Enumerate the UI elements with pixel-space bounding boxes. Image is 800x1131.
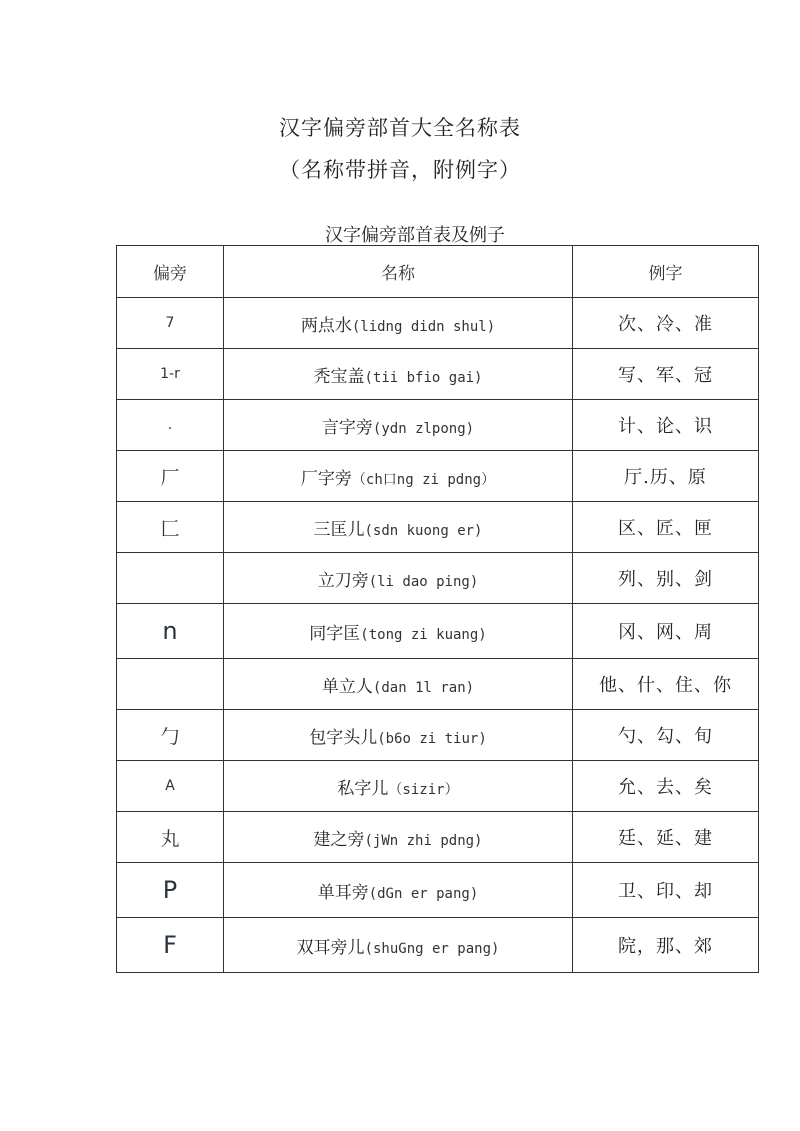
name-cell — [224, 761, 573, 812]
radical-pinyin: (shuGng er pang) — [364, 940, 500, 957]
name-cell — [224, 659, 573, 710]
table-caption: 汉字偏旁部首表及例子 — [325, 225, 505, 246]
document-subtitle: （名称带拼音，附例字） — [279, 158, 521, 182]
name-cell — [224, 298, 573, 349]
examples-cell: 计、论、识 — [573, 400, 759, 451]
radical-cell: P — [117, 863, 224, 918]
radicals-table — [116, 245, 759, 973]
table-row — [117, 863, 759, 918]
radical-name: 立刀旁 — [317, 570, 369, 591]
radical-pinyin: (li dao ping) — [368, 573, 479, 590]
table-body — [117, 298, 759, 973]
examples-cell: 冈、网、周 — [573, 604, 759, 659]
radical-cell: F — [117, 918, 224, 973]
radical-cell — [117, 659, 224, 710]
table-row — [117, 349, 759, 400]
examples-cell: 区、匠、匣 — [573, 502, 759, 553]
examples-cell: 次、冷、准 — [573, 298, 759, 349]
radical-name: 三匡儿 — [313, 519, 365, 540]
radical-cell: 勹 — [117, 710, 224, 761]
radical-name: 建之旁 — [313, 829, 365, 850]
table-row — [117, 502, 759, 553]
radical-cell: 厂 — [117, 451, 224, 502]
examples-cell: 写、军、冠 — [573, 349, 759, 400]
radical-name: 单立人 — [321, 676, 373, 697]
radical-name: 双耳旁儿 — [296, 937, 365, 958]
radical-cell: 丸 — [117, 812, 224, 863]
name-cell — [224, 863, 573, 918]
radical-pinyin: (jWn zhi pdng) — [364, 832, 483, 849]
radical-pinyin: (ydn zlpong) — [372, 420, 475, 437]
header-radical: 偏旁 — [117, 246, 224, 298]
table-row — [117, 604, 759, 659]
document-title: 汉字偏旁部首大全名称表 — [279, 116, 521, 140]
header-examples: 例字 — [573, 246, 759, 298]
name-cell — [224, 451, 573, 502]
name-cell — [224, 349, 573, 400]
radical-pinyin: （ch口ng zi pdng） — [351, 471, 496, 488]
radical-cell: 1-r — [117, 349, 224, 400]
radical-pinyin: (tong zi kuang) — [360, 626, 487, 643]
radical-pinyin: (dGn er pang) — [368, 885, 479, 902]
radical-cell: 匚 — [117, 502, 224, 553]
radical-cell: A — [117, 761, 224, 812]
radical-name: 私字儿 — [337, 778, 389, 799]
examples-cell: 院，那、郊 — [573, 918, 759, 973]
radical-name: 厂字旁 — [300, 468, 352, 489]
radical-pinyin: (lidng didn shul) — [351, 318, 496, 335]
name-cell — [224, 604, 573, 659]
radical-pinyin: (tii bfio gai) — [364, 369, 483, 386]
examples-cell: 列、别、剑 — [573, 553, 759, 604]
radical-pinyin: (dan 1l ran) — [372, 679, 475, 696]
examples-cell: 厅.历、原 — [573, 451, 759, 502]
radical-cell: . — [117, 400, 224, 451]
name-cell — [224, 710, 573, 761]
name-cell — [224, 553, 573, 604]
table-row — [117, 710, 759, 761]
table-header-row — [117, 246, 759, 298]
radical-name: 言字旁 — [321, 417, 373, 438]
examples-cell: 廷、延、建 — [573, 812, 759, 863]
radical-name: 秃宝盖 — [313, 366, 365, 387]
radical-name: 单耳旁 — [317, 882, 369, 903]
name-cell — [224, 812, 573, 863]
examples-cell: 卫、印、却 — [573, 863, 759, 918]
table-row — [117, 553, 759, 604]
table-row — [117, 812, 759, 863]
radical-cell — [117, 553, 224, 604]
name-cell — [224, 918, 573, 973]
table-row — [117, 451, 759, 502]
examples-cell: 勺、勾、旬 — [573, 710, 759, 761]
radical-cell: 7 — [117, 298, 224, 349]
examples-cell: 他、什、住、你 — [573, 659, 759, 710]
table-row — [117, 298, 759, 349]
name-cell — [224, 502, 573, 553]
radical-name: 同字匡 — [309, 623, 361, 644]
table-row — [117, 400, 759, 451]
header-name: 名称 — [224, 246, 573, 298]
radical-name: 包字头儿 — [309, 727, 378, 748]
radical-pinyin: (b6o zi tiur) — [377, 730, 487, 747]
radical-pinyin: (sdn kuong er) — [364, 522, 483, 539]
table-row — [117, 761, 759, 812]
table-row — [117, 918, 759, 973]
table-row — [117, 659, 759, 710]
name-cell — [224, 400, 573, 451]
examples-cell: 允、去、矣 — [573, 761, 759, 812]
radical-name: 两点水 — [300, 315, 352, 336]
radical-cell: n — [117, 604, 224, 659]
radical-pinyin: （sizir） — [388, 781, 459, 798]
